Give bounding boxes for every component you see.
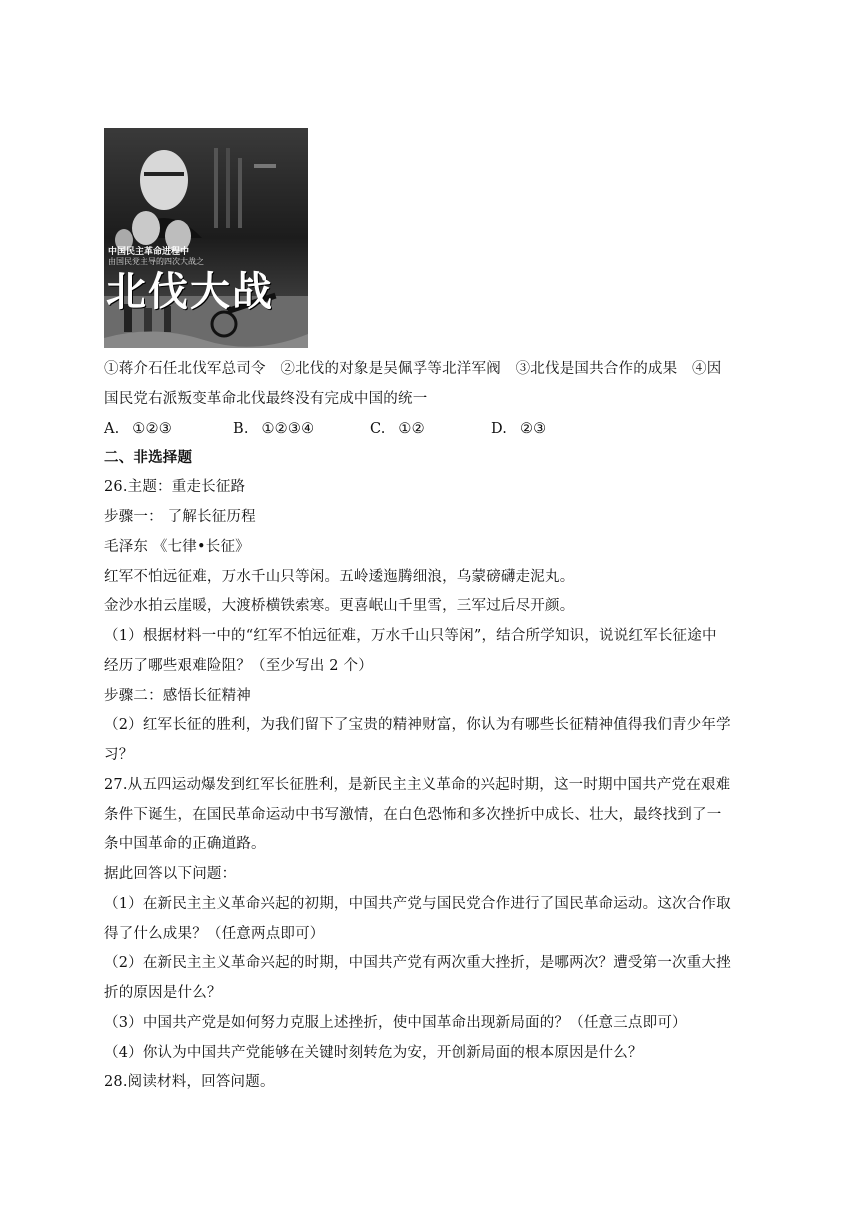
q27-intro-line1: 27.从五四运动爆发到红军长征胜利，是新民主主义革命的兴起时期，这一时期中国共产党在艰难 xyxy=(104,777,731,793)
option-a-value: ①②③ xyxy=(132,421,172,437)
option-d[interactable] xyxy=(491,419,546,439)
q26-poem-author: 毛泽东 《七律•长征》 xyxy=(104,539,250,555)
q26-q1-line1: （1）根据材料一中的“红军不怕远征难，万水千山只等闲”，结合所学知识，说说红军长征途中 xyxy=(104,628,717,644)
option-a[interactable] xyxy=(104,419,172,439)
q26-q2-line2: 习？ xyxy=(104,747,134,763)
poster-title: 北伐大战 xyxy=(106,269,274,315)
option-b-value: ①②③④ xyxy=(261,421,315,437)
option-d-value: ②③ xyxy=(519,421,547,437)
option-a-label: A. xyxy=(104,421,120,437)
q25-statements-line2: 国民党右派叛变革命北伐最终没有完成中国的统一 xyxy=(104,391,428,407)
option-c-label: C. xyxy=(370,421,386,437)
q27-q2-line2: 折的原因是什么？ xyxy=(104,985,222,1001)
q26-poem-line2: 金沙水拍云崖暖，大渡桥横铁索寒。更喜岷山千里雪，三军过后尽开颜。 xyxy=(104,598,575,614)
option-c-value: ①② xyxy=(398,421,425,437)
q27-q3: （3）中国共产党是如何努力克服上述挫折，使中国革命出现新局面的？（任意三点即可） xyxy=(104,1015,687,1031)
poster-subtitle-line2: 由国民党主导的四次大战之 xyxy=(108,257,204,266)
q26-step1: 步骤一： 了解长征历程 xyxy=(104,509,256,525)
option-b-label: B. xyxy=(233,421,249,437)
q26-q2-line1: （2）红军长征的胜利，为我们留下了宝贵的精神财富，你认为有哪些长征精神值得我们青少年学 xyxy=(104,717,731,733)
q26-q1-line2: 经历了哪些艰难险阻？（至少写出 2 个） xyxy=(104,658,373,674)
section-heading: 二、非选择题 xyxy=(104,450,193,466)
q27-q1-line1: （1）在新民主主义革命兴起的初期，中国共产党与国民党合作进行了国民革命运动。这次合作取 xyxy=(104,896,731,912)
q27-intro-line2: 条件下诞生，在国民革命运动中书写激情，在白色恐怖和多次挫折中成长、壮大，最终找到了一 xyxy=(104,807,722,823)
q27-intro-line3: 条中国革命的正确道路。 xyxy=(104,836,266,852)
q27-q2-line1: （2）在新民主主义革命兴起的时期，中国共产党有两次重大挫折，是哪两次？遭受第一次重大挫 xyxy=(104,955,731,971)
q27-prompt: 据此回答以下问题： xyxy=(104,866,237,882)
q26-theme: 26.主题：重走长征路 xyxy=(104,479,246,495)
option-c[interactable] xyxy=(370,419,425,439)
q28-intro: 28.阅读材料，回答问题。 xyxy=(104,1074,275,1090)
q27-q1-line2: 得了什么成果？（任意两点即可） xyxy=(104,926,325,942)
option-b[interactable] xyxy=(233,419,314,439)
q26-step2: 步骤二：感悟长征精神 xyxy=(104,688,251,704)
q27-q4: （4）你认为中国共产党能够在关键时刻转危为安，开创新局面的根本原因是什么？ xyxy=(104,1045,643,1061)
option-d-label: D. xyxy=(491,421,508,437)
poster-subtitle-line1: 中国民主革命进程中 xyxy=(108,247,190,257)
northern-expedition-poster xyxy=(104,128,308,348)
q26-poem-line1: 红军不怕远征难，万水千山只等闲。五岭逶迤腾细浪，乌蒙磅礴走泥丸。 xyxy=(104,569,575,585)
q25-statements-line1: ①蒋介石任北伐军总司令 ②北伐的对象是吴佩孚等北洋军阀 ③北伐是国共合作的成果 ④因 xyxy=(104,361,722,377)
q25-options xyxy=(104,419,584,439)
